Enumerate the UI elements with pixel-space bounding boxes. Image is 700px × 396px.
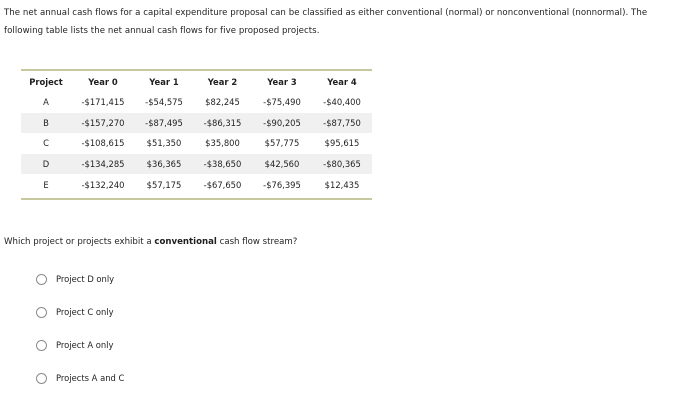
cash-flow-cell: -$80,365	[312, 154, 372, 175]
header-project: Project	[29, 76, 63, 87]
cash-flow-cell: -$87,495	[135, 113, 193, 134]
cash-flow-cell: $57,775	[264, 138, 300, 149]
project-cell: E	[43, 179, 49, 190]
question-text	[4, 237, 297, 247]
question-suffix: cash flow stream?	[216, 237, 298, 247]
option-project-c-only[interactable]	[36, 305, 114, 319]
radio-button[interactable]	[36, 274, 47, 285]
table-row	[21, 174, 372, 195]
intro-text	[4, 4, 696, 40]
option-project-d-only[interactable]	[36, 272, 114, 286]
header-year-1: Year 1	[149, 76, 179, 87]
cash-flow-cell: -$38,650	[193, 154, 252, 175]
cash-flow-cell: -$54,575	[145, 97, 183, 108]
radio-button[interactable]	[36, 373, 47, 384]
header-year-3: Year 3	[267, 76, 297, 87]
project-cell: D	[21, 154, 71, 175]
cash-flow-cell: -$76,395	[263, 179, 301, 190]
question-emphasis: conventional	[154, 237, 217, 247]
cash-flow-cell: -$86,315	[193, 113, 252, 134]
cash-flow-cell: $36,365	[135, 154, 193, 175]
cash-flow-cell: $57,175	[146, 179, 182, 190]
cash-flow-cell: -$40,400	[323, 97, 361, 108]
cash-flow-cell: -$90,205	[252, 113, 312, 134]
option-label: Project D only	[56, 274, 115, 284]
table-header-row	[21, 71, 372, 92]
cash-flow-table	[21, 71, 372, 195]
option-label: Project C only	[56, 307, 114, 317]
cash-flow-cell: $42,560	[252, 154, 312, 175]
table-row	[21, 113, 372, 134]
question-prefix: Which project or projects exhibit a	[4, 237, 155, 247]
radio-button[interactable]	[36, 307, 47, 318]
table-row	[21, 133, 372, 154]
cash-flow-cell: -$87,750	[312, 113, 372, 134]
project-cell: B	[21, 113, 71, 134]
cash-flow-cell: -$67,650	[203, 179, 242, 190]
header-year-2: Year 2	[207, 76, 238, 87]
cash-flow-cell: -$108,615	[81, 138, 125, 149]
option-projects-a-and-c[interactable]	[36, 371, 124, 385]
project-cell: A	[43, 97, 49, 108]
radio-button[interactable]	[36, 340, 47, 351]
cash-flow-table-container	[21, 69, 372, 200]
table-row	[21, 154, 372, 175]
option-label: Projects A and C	[56, 373, 125, 383]
cash-flow-cell: -$157,270	[71, 113, 135, 134]
cash-flow-cell: -$132,240	[81, 179, 125, 190]
intro-line-1: The net annual cash flows for a capital expenditure proposal can be classified as either conventional (normal) or nonconventional (nonnormal). The	[4, 8, 648, 18]
option-label: Project A only	[56, 340, 114, 350]
cash-flow-cell: $51,350	[146, 138, 182, 149]
cash-flow-cell: $82,245	[205, 97, 240, 108]
project-cell: C	[43, 138, 49, 149]
cash-flow-cell: -$171,415	[81, 97, 125, 108]
header-year-0: Year 0	[88, 76, 118, 87]
table-row	[21, 92, 372, 113]
cash-flow-cell: -$75,490	[263, 97, 301, 108]
option-project-a-only[interactable]	[36, 338, 113, 352]
cash-flow-cell: $35,800	[205, 138, 240, 149]
cash-flow-cell: -$134,285	[71, 154, 135, 175]
intro-line-2: following table lists the net annual cash flows for five proposed projects.	[4, 26, 320, 36]
cash-flow-cell: $12,435	[324, 179, 360, 190]
cash-flow-cell: $95,615	[324, 138, 360, 149]
header-year-4: Year 4	[327, 76, 357, 87]
table-bottom-rule	[21, 198, 372, 200]
